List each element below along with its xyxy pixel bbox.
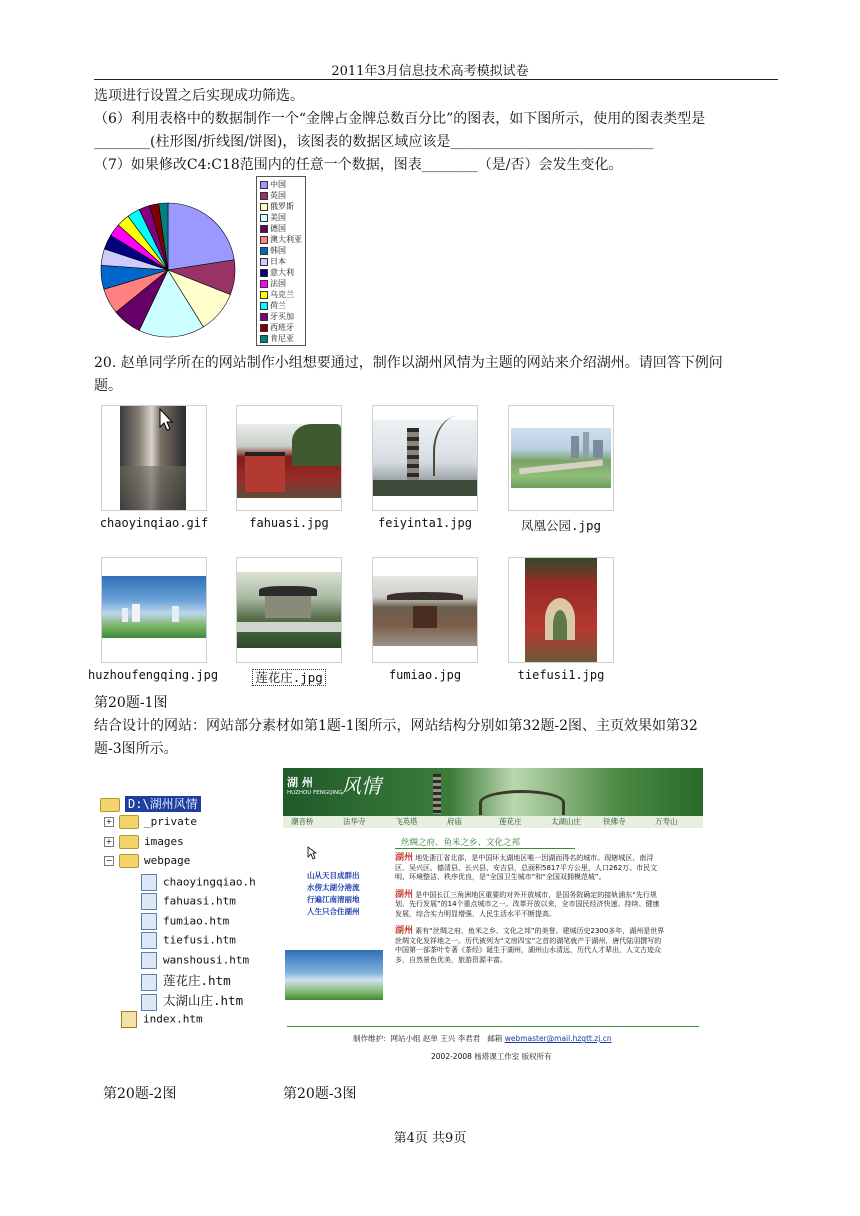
legend-swatch bbox=[260, 324, 268, 332]
tree-folder-images[interactable]: + images bbox=[105, 835, 184, 848]
thumb-chaoyinqiao[interactable] bbox=[101, 405, 207, 511]
site-paragraph bbox=[395, 927, 665, 965]
paragraph-text: 素有“丝绸之府、鱼米之乡、文化之邦”的美誉。建城历史2300多年，湖州是世界丝绸文化发祥地之一。历代被列为“文房四宝”之首的湖笔就产于湖州，唐代陆羽撰写的中国第一部茶叶专著《茶经》诞生于湖州，湖州山水清远，历代人才辈出，人文古迹众多，自然景色优美，旅游资源丰富。 bbox=[395, 927, 665, 964]
thumb-feiyinta[interactable] bbox=[372, 405, 478, 511]
thumb-caption-selected: 莲花庄.jpg bbox=[230, 668, 348, 686]
expand-icon[interactable]: + bbox=[105, 837, 113, 846]
site-nav-link[interactable]: 府庙 bbox=[447, 817, 462, 826]
legend-label: 俄罗斯 bbox=[270, 202, 294, 211]
legend-item bbox=[260, 279, 286, 289]
legend-item bbox=[260, 290, 294, 300]
legend-label: 中国 bbox=[270, 180, 286, 189]
thumb-huzhoufengqing[interactable] bbox=[101, 557, 207, 663]
legend-item bbox=[260, 224, 286, 234]
html-file-icon bbox=[141, 952, 157, 969]
site-nav-items bbox=[291, 817, 701, 828]
header-rule bbox=[94, 79, 778, 80]
q6-line-2: ________(柱形图/折线图/饼图)，该图表的数据区域应该是_____________________________ bbox=[94, 134, 654, 150]
html-file-icon bbox=[141, 974, 157, 991]
site-nav-link[interactable]: 莲花庄 bbox=[499, 817, 522, 826]
folder-icon bbox=[100, 798, 120, 812]
thumb-fumiao[interactable] bbox=[372, 557, 478, 663]
site-footer-credits: 制作维护：网站小组 赵单 王兴 李君君 邮箱 webmaster@mail.hzgtt.zj.cn bbox=[353, 1034, 612, 1043]
q6-line-1: （6）利用表格中的数据制作一个“金牌占金牌总数百分比”的图表，如下图所示，使用的图表类型是 bbox=[94, 111, 706, 127]
legend-item bbox=[260, 213, 286, 223]
legend-label: 意大利 bbox=[270, 268, 294, 277]
legend-item bbox=[260, 257, 286, 267]
pie-legend bbox=[256, 176, 306, 346]
paragraph-lead: 湖州 bbox=[395, 853, 414, 863]
legend-swatch bbox=[260, 247, 268, 255]
folder-icon bbox=[119, 854, 139, 868]
legend-swatch bbox=[260, 280, 268, 288]
cursor-icon bbox=[307, 846, 317, 860]
thumb-fahuasi[interactable] bbox=[236, 405, 342, 511]
legend-label: 澳大利亚 bbox=[270, 235, 302, 244]
legend-label: 西班牙 bbox=[270, 323, 294, 332]
legend-item bbox=[260, 301, 286, 311]
slogan-rule bbox=[395, 848, 575, 849]
folder-icon bbox=[119, 835, 139, 849]
legend-swatch bbox=[260, 203, 268, 211]
tree-file[interactable]: 太湖山庄.htm bbox=[141, 991, 243, 1011]
legend-label: 德国 bbox=[270, 224, 286, 233]
poem-line: 行遍江南清丽地 bbox=[307, 895, 360, 904]
html-file-icon bbox=[141, 874, 157, 891]
site-footer-copyright: 2002-2008 杨塔课工作室 版权所有 bbox=[431, 1052, 552, 1061]
index-file-icon bbox=[121, 1011, 137, 1028]
paragraph-lead: 湖州 bbox=[395, 926, 414, 936]
fig1-caption: 第20题-1图 bbox=[94, 695, 168, 711]
legend-swatch bbox=[260, 236, 268, 244]
html-file-icon bbox=[141, 994, 157, 1011]
site-slogan: 丝绸之府、鱼米之乡、文化之邦 bbox=[401, 838, 521, 848]
bridge-graphic bbox=[479, 790, 565, 815]
legend-label: 乌克兰 bbox=[270, 290, 294, 299]
thumb-caption: 凤凰公园.jpg bbox=[520, 518, 602, 533]
html-file-icon bbox=[141, 893, 157, 910]
legend-label: 韩国 bbox=[270, 246, 286, 255]
legend-label: 英国 bbox=[270, 191, 286, 200]
tree-file[interactable]: tiefusi.htm bbox=[141, 932, 236, 949]
thumb-fenghuang-park[interactable] bbox=[508, 405, 614, 511]
thumb-caption: huzhoufengqing.jpg bbox=[88, 668, 219, 682]
tree-file[interactable]: chaoyingqiao.h bbox=[141, 874, 256, 891]
pie-chart bbox=[98, 172, 248, 342]
thumb-lianhuazhuang[interactable] bbox=[236, 557, 342, 663]
legend-item bbox=[260, 268, 294, 278]
tree-file[interactable]: fahuasi.htm bbox=[141, 893, 236, 910]
legend-label: 法国 bbox=[270, 279, 286, 288]
tree-file-index[interactable]: index.htm bbox=[121, 1011, 203, 1028]
site-nav-link[interactable]: 飞英塔 bbox=[395, 817, 418, 826]
legend-swatch bbox=[260, 302, 268, 310]
paragraph-lead: 湖州 bbox=[395, 889, 414, 900]
fig2-caption: 第20题-2图 bbox=[103, 1086, 177, 1102]
legend-swatch bbox=[260, 335, 268, 343]
fig3-caption: 第20题-3图 bbox=[283, 1086, 357, 1102]
legend-label: 日本 bbox=[270, 257, 286, 266]
html-file-icon bbox=[141, 913, 157, 930]
intro-line: 选项进行设置之后实现成功筛选。 bbox=[94, 88, 304, 104]
legend-item bbox=[260, 191, 286, 201]
legend-item bbox=[260, 246, 286, 256]
thumb-caption: feiyinta1.jpg bbox=[378, 516, 472, 530]
folder-icon bbox=[119, 815, 139, 829]
legend-item bbox=[260, 323, 294, 333]
q7-line: （7）如果修改C4:C18范围内的任意一个数据，图表________（是/否）会发生变化。 bbox=[94, 157, 623, 173]
tree-root[interactable]: D:\湖州风情 bbox=[100, 795, 201, 812]
site-logo-pinyin: HUZHOU FENGQING bbox=[287, 790, 343, 796]
website-screenshot bbox=[283, 768, 703, 1068]
legend-swatch bbox=[260, 181, 268, 189]
legend-swatch bbox=[260, 313, 268, 321]
page-header: 2011年3月信息技术高考模拟试卷 bbox=[331, 64, 529, 79]
site-nav-link[interactable]: 太湖山庄 bbox=[551, 817, 581, 826]
q20-line-1: 20. 赵单同学所在的网站制作小组想要通过，制作以湖州风情为主题的网站来介绍湖州。请回答下例问 bbox=[94, 355, 723, 371]
legend-item bbox=[260, 312, 294, 322]
legend-label: 美国 bbox=[270, 213, 286, 222]
thumb-caption: fumiao.jpg bbox=[388, 668, 462, 682]
thumb-tiefusi[interactable] bbox=[508, 557, 614, 663]
desc-line-2: 题-3图所示。 bbox=[94, 741, 178, 757]
legend-swatch bbox=[260, 291, 268, 299]
legend-swatch bbox=[260, 269, 268, 277]
expand-icon[interactable]: + bbox=[105, 817, 113, 826]
legend-swatch bbox=[260, 225, 268, 233]
thumb-caption: chaoyinqiao.gif bbox=[99, 516, 209, 530]
footer-rule bbox=[287, 1026, 699, 1027]
city-photo bbox=[285, 950, 383, 1000]
legend-item bbox=[260, 202, 294, 212]
site-nav-link[interactable]: 法华寺 bbox=[343, 817, 366, 826]
pie-slice-0 bbox=[168, 203, 234, 270]
legend-swatch bbox=[260, 192, 268, 200]
collapse-icon[interactable]: − bbox=[105, 856, 113, 865]
paragraph-text: 是中国长江三角洲地区重要的对外开放城市，是国务院确定的接轨浦东“先行规划、先行发展”的14个重点城市之一。改革开放以来，全市国民经济快速、持续、健康发展，综合实力明显增强，人民生活水平不断提高。 bbox=[395, 890, 660, 918]
legend-item bbox=[260, 180, 286, 190]
thumb-caption: tiefusi1.jpg bbox=[517, 668, 605, 682]
desc-line-1: 结合设计的网站：网站部分素材如第1题-1图所示，网站结构分别如第32题-2图、主页效果如第32 bbox=[94, 718, 698, 734]
pagoda-graphic bbox=[433, 774, 441, 814]
site-nav-link[interactable]: 铁佛寺 bbox=[603, 817, 626, 826]
legend-item bbox=[260, 334, 294, 344]
legend-swatch bbox=[260, 258, 268, 266]
poem-line: 山从天目成群出 bbox=[307, 871, 360, 880]
legend-label: 肯尼亚 bbox=[270, 334, 294, 343]
poem-line: 水傍太湖分港流 bbox=[307, 883, 360, 892]
site-paragraph bbox=[395, 854, 665, 883]
tree-file[interactable]: fumiao.htm bbox=[141, 913, 229, 930]
site-logo-script: 风情 bbox=[341, 774, 381, 798]
legend-swatch bbox=[260, 214, 268, 222]
thumb-caption: fahuasi.jpg bbox=[249, 516, 329, 530]
q20-line-2: 题。 bbox=[94, 378, 122, 394]
mail-link[interactable]: webmaster@mail.hzgtt.zj.cn bbox=[504, 1034, 612, 1043]
legend-label: 牙买加 bbox=[270, 312, 294, 321]
cursor-icon bbox=[158, 408, 174, 432]
tree-folder-private[interactable]: + _private bbox=[105, 815, 197, 828]
legend-item bbox=[260, 235, 302, 245]
tree-file[interactable]: 莲花庄.htm bbox=[141, 971, 231, 991]
html-file-icon bbox=[141, 932, 157, 949]
legend-label: 荷兰 bbox=[270, 301, 286, 310]
site-logo-text: 湖 州 bbox=[287, 776, 313, 789]
site-nav-link[interactable]: 潮音桥 bbox=[291, 817, 314, 826]
page-footer: 第4页 共9页 bbox=[393, 1131, 467, 1146]
site-poem bbox=[307, 870, 383, 918]
site-nav-link[interactable]: 万寿山 bbox=[655, 817, 678, 826]
poem-line: 人生只合住湖州 bbox=[307, 907, 360, 916]
site-paragraphs bbox=[395, 854, 665, 973]
tree-file[interactable]: wanshousi.htm bbox=[141, 952, 249, 969]
tree-folder-webpage[interactable]: − webpage bbox=[105, 854, 191, 867]
site-paragraph bbox=[395, 891, 665, 920]
paragraph-text: 地处浙江省北部，是中国环太湖地区唯一因湖而得名的城市。现辖城区、南浔区、吴兴区、德清县、长兴县、安吉县，总面积5817平方公里，人口262万。市民文明、环境整洁、秩序优良，是“全国卫生城市”和“全国双拥模范城”。 bbox=[395, 854, 658, 881]
